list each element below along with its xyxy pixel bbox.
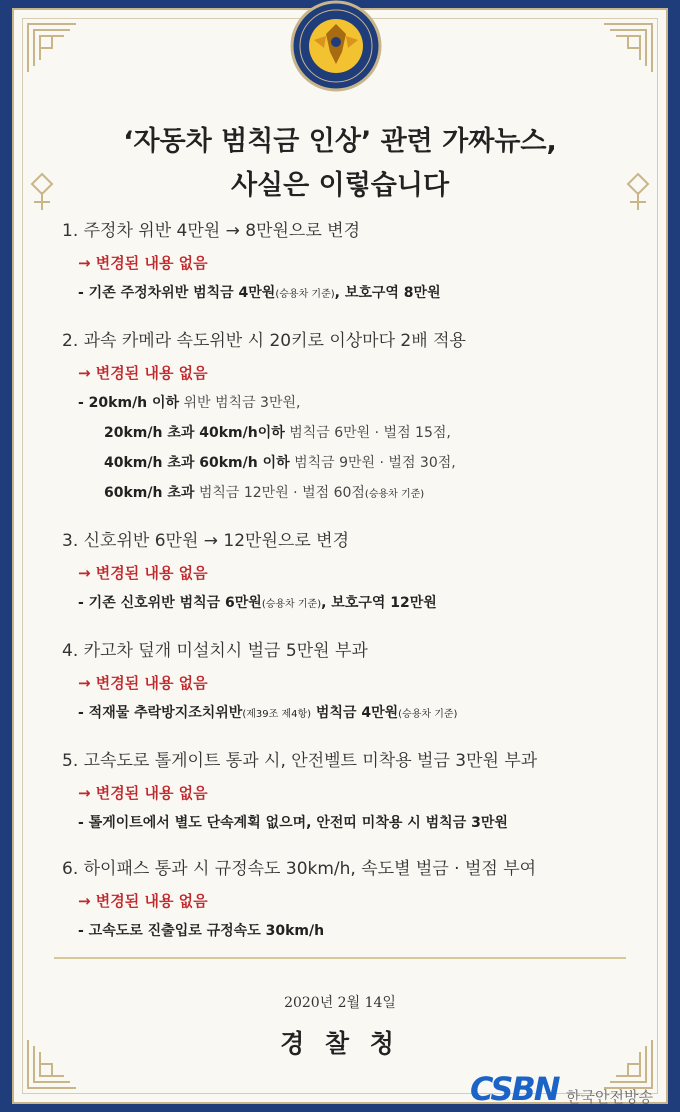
detail-line: 40km/h 초과 60km/h 이하 범칙금 9만원 · 벌점 30점, (104, 455, 456, 471)
fact-item-1 (62, 214, 642, 310)
title-line-2: 사실은 이렇습니다 (230, 170, 450, 201)
detail-line: - 20km/h 이하 위반 범칙금 3만원, (78, 395, 301, 411)
detail-line: 60km/h 초과 범칙금 12만원 · 벌점 60점(승용차 기준) (104, 485, 425, 501)
answer-text: → 변경된 내용 없음 (78, 254, 208, 272)
answer-text: → 변경된 내용 없음 (78, 364, 208, 382)
fact-item-2 (62, 324, 642, 510)
corner-ornament (24, 20, 80, 76)
police-emblem-icon (290, 0, 382, 92)
issue-date: 2020년 2월 14일 (284, 995, 396, 1011)
claim-text: 6. 하이패스 통과 시 규정속도 30km/h, 속도별 벌금 · 벌점 부여 (62, 859, 537, 879)
fact-item-6 (62, 852, 642, 946)
watermark-text: 한국안전방송 (566, 1088, 653, 1106)
fact-item-5 (62, 744, 642, 838)
claim-text: 3. 신호위반 6만원 → 12만원으로 변경 (62, 531, 349, 551)
detail-line: 20km/h 초과 40km/h이하 범칙금 6만원 · 벌점 15점, (104, 425, 451, 441)
answer-text: → 변경된 내용 없음 (78, 892, 208, 910)
detail-text: - 톨게이트에서 별도 단속계획 없으며, 안전띠 미착용 시 범칙금 3만원 (78, 815, 508, 831)
fact-item-4 (62, 634, 642, 730)
footer-divider (54, 957, 626, 959)
claim-text: 5. 고속도로 톨게이트 통과 시, 안전벨트 미착용 벌금 3만원 부과 (62, 751, 538, 771)
corner-ornament (600, 20, 656, 76)
fact-list (62, 214, 642, 960)
watermark-logo: CSBN (470, 1070, 559, 1108)
title-line-1: ‘자동차 범칙금 인상’ 관련 가짜뉴스, (123, 126, 557, 157)
broadcaster-watermark (470, 1068, 680, 1112)
claim-text: 1. 주정차 위반 4만원 → 8만원으로 변경 (62, 221, 361, 241)
answer-text: → 변경된 내용 없음 (78, 784, 208, 802)
claim-text: 2. 과속 카메라 속도위반 시 20키로 이상마다 2배 적용 (62, 331, 466, 351)
detail-text: - 기존 신호위반 범칙금 6만원(승용차 기준), 보호구역 12만원 (78, 595, 437, 611)
agency-name: 경 찰 청 (280, 1029, 400, 1058)
fact-item-3 (62, 524, 642, 620)
claim-text: 4. 카고차 덮개 미설치시 벌금 5만원 부과 (62, 641, 368, 661)
answer-text: → 변경된 내용 없음 (78, 564, 208, 582)
detail-text: - 적재물 추락방지조치위반(제39조 제4항) 범칙금 4만원(승용차 기준) (78, 705, 458, 721)
detail-text: - 기존 주정차위반 범칙금 4만원(승용차 기준), 보호구역 8만원 (78, 285, 441, 301)
page-title (0, 120, 680, 208)
answer-text: → 변경된 내용 없음 (78, 674, 208, 692)
detail-text: - 고속도로 진출입로 규정속도 30km/h (78, 923, 325, 939)
